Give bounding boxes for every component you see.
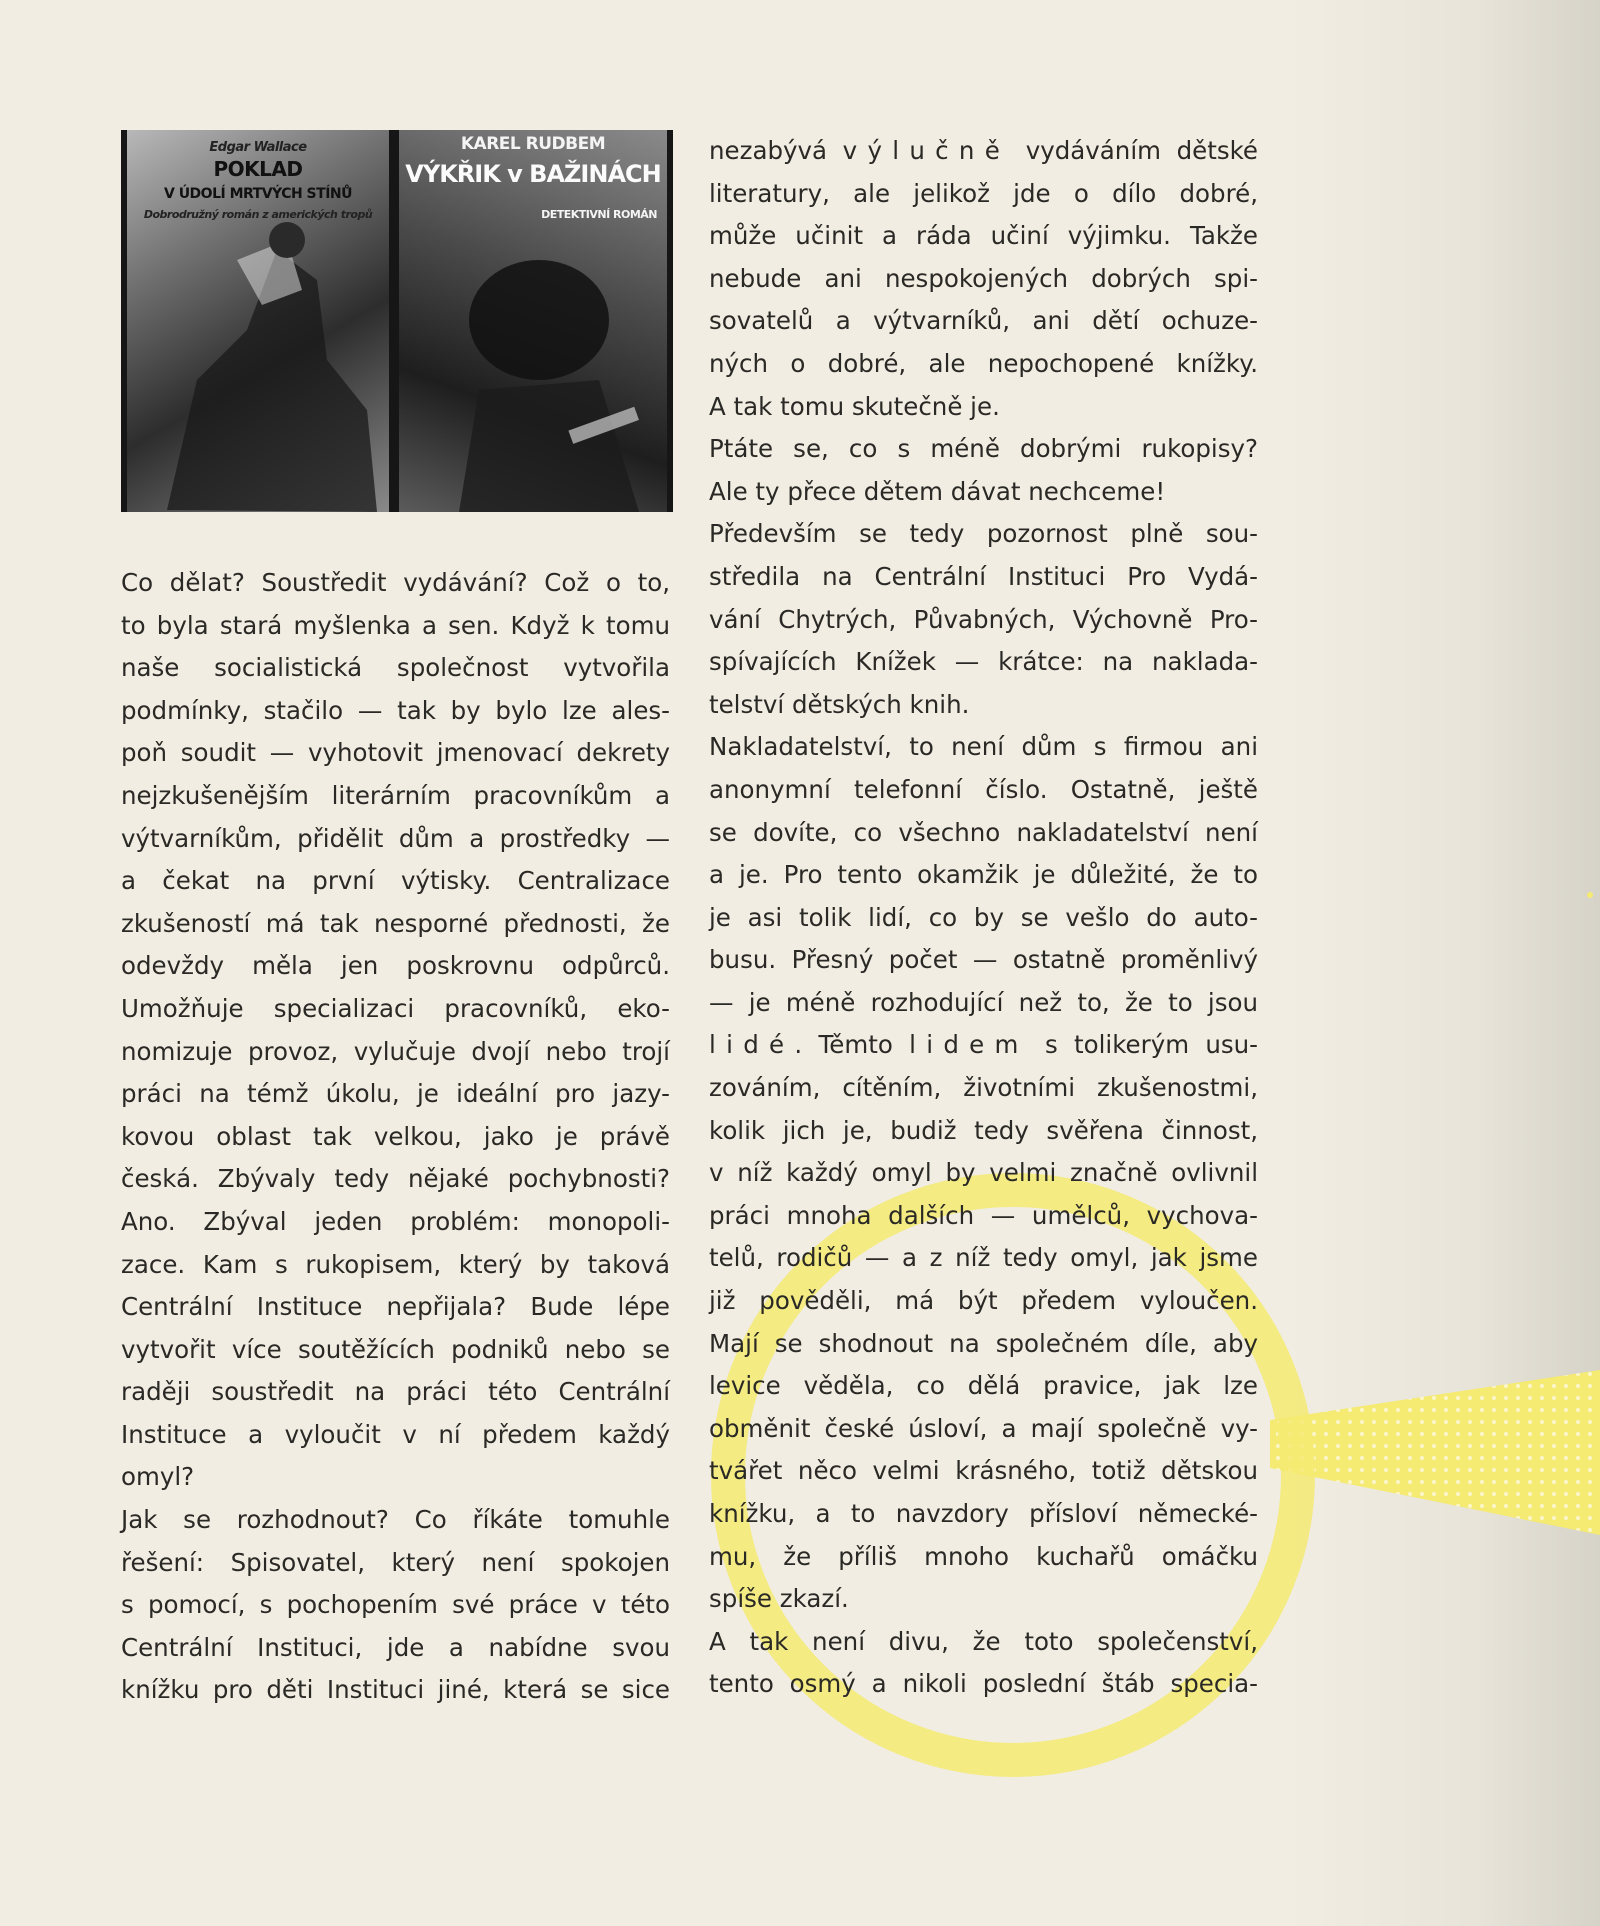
text-line: ných o dobré, ale nepochopené knížky. bbox=[709, 348, 1258, 378]
text-line: mu, že příliš mnoho kuchařů omáčku bbox=[709, 1541, 1258, 1571]
text-line: s pomocí, s pochopením své práce v této bbox=[121, 1590, 670, 1620]
text-line: v níž každý omyl by velmi značně ovlivnil bbox=[709, 1158, 1258, 1188]
text-line: vytvořit více soutěžících podniků nebo se bbox=[121, 1334, 670, 1364]
text-line: obměnit české úsloví, a mají společně vy- bbox=[709, 1413, 1258, 1443]
left-cover-title-line1: POKLAD bbox=[213, 157, 303, 181]
text-line: sovatelů a výtvarníků, ani dětí ochuze- bbox=[709, 306, 1258, 336]
text-line: řešení: Spisovatel, který není spokojen bbox=[121, 1547, 670, 1577]
text-line: knížku pro děti Instituci jiné, která se sice bbox=[121, 1675, 670, 1705]
text-fragment: s tolikerým usu- bbox=[1044, 1030, 1259, 1060]
text-line: Nakladatelství, to není dům s firmou ani bbox=[709, 732, 1258, 762]
text-line: práci mnoha dalších — umělců, vychova- bbox=[709, 1200, 1258, 1230]
text-line: zace. Kam s rukopisem, který by taková bbox=[121, 1249, 670, 1279]
text-line: anonymní telefonní číslo. Ostatně, ještě bbox=[709, 774, 1258, 804]
text-line: to byla stará myšlenka a sen. Když k tomu bbox=[121, 610, 670, 640]
text-line: podmínky, stačilo — tak by bylo lze ales- bbox=[121, 695, 670, 725]
left-cover-title-line2: V ÚDOLÍ MRTVÝCH STÍNŮ bbox=[163, 186, 352, 202]
text-line: naše socialistická společnost vytvořila bbox=[121, 653, 670, 683]
text-line: literatury, ale jelikož jde o dílo dobré, bbox=[709, 178, 1258, 208]
text-line: výtvarníkům, přidělit dům a prostředky — bbox=[121, 823, 670, 853]
book-covers-photo bbox=[121, 130, 673, 512]
text-line: spíše zkazí. bbox=[709, 1584, 849, 1614]
right-cover-subtitle: DETEKTIVNÍ ROMÁN bbox=[541, 208, 657, 221]
text-line: zováním, cítěním, životními zkušenostmi, bbox=[709, 1073, 1258, 1103]
text-line: levice věděla, co dělá pravice, jak lze bbox=[709, 1371, 1258, 1401]
left-cover-author: Edgar Wallace bbox=[209, 140, 307, 155]
text-line: — je méně rozhodující než to, že to jsou bbox=[709, 987, 1258, 1017]
text-line: nebude ani nespokojených dobrých spi- bbox=[709, 263, 1258, 293]
text-line: Ale ty přece dětem dávat nechceme! bbox=[709, 476, 1166, 506]
yellow-dotted-beam bbox=[1270, 1370, 1600, 1535]
text-line: omyl? bbox=[121, 1462, 195, 1492]
text-line: Jak se rozhodnout? Co říkáte tomuhle bbox=[121, 1505, 670, 1535]
text-line bbox=[709, 130, 1258, 173]
text-line: Ptáte se, co s méně dobrými rukopisy? bbox=[709, 434, 1258, 464]
text-line: Především se tedy pozornost plně sou- bbox=[709, 519, 1258, 549]
spaced-emphasis: lidem bbox=[909, 1030, 1029, 1060]
text-line: spívajících Knížek — krátce: na naklada- bbox=[709, 647, 1258, 677]
right-cover-title: VÝKŘIK v BAŽINÁCH bbox=[405, 160, 661, 188]
left-cover-subtitle: Dobrodružný román z amerických tropů bbox=[143, 208, 373, 221]
spaced-emphasis: výlučně bbox=[842, 136, 1011, 165]
text-line: Co dělat? Soustředit vydávání? Což o to, bbox=[121, 568, 670, 597]
right-text-column bbox=[709, 130, 1258, 1706]
text-line: již pověděli, má být předem vyloučen. bbox=[709, 1286, 1258, 1316]
text-line: tvářet něco velmi krásného, totiž dětskou bbox=[709, 1456, 1258, 1486]
text-line: telství dětských knih. bbox=[709, 689, 970, 719]
text-line: Instituce a vyloučit v ní předem každý bbox=[121, 1419, 670, 1449]
text-fragment: . Těmto bbox=[794, 1030, 893, 1060]
cover-vykrik bbox=[399, 130, 667, 512]
text-fragment: nezabývá bbox=[709, 136, 828, 165]
text-line: kovou oblast tak velkou, jako je právě bbox=[121, 1121, 670, 1151]
text-fragment: vydáváním dětské bbox=[1025, 136, 1259, 165]
text-line: může učinit a ráda učiní výjimku. Takže bbox=[709, 221, 1258, 251]
left-cover-title bbox=[127, 158, 389, 205]
text-line: kolik jich je, budiž tedy svěřena činnost, bbox=[709, 1115, 1258, 1145]
spaced-emphasis: lidé bbox=[709, 1030, 795, 1060]
yellow-dot bbox=[1587, 892, 1593, 898]
text-line: Centrální Instituci, jde a nabídne svou bbox=[121, 1632, 670, 1662]
text-line: vání Chytrých, Půvabných, Výchovně Pro- bbox=[709, 604, 1258, 634]
text-line: Centrální Instituce nepřijala? Bude lépe bbox=[121, 1292, 670, 1322]
text-line: Mají se shodnout na společném díle, aby bbox=[709, 1328, 1258, 1358]
text-line: středila na Centrální Instituci Pro Vydá- bbox=[709, 561, 1258, 591]
left-text-column bbox=[121, 562, 670, 1712]
text-line: poň soudit — vyhotovit jmenovací dekrety bbox=[121, 738, 670, 768]
text-line: práci na témž úkolu, je ideální pro jazy- bbox=[121, 1079, 670, 1109]
text-line: knížku, a to navzdory přísloví německé- bbox=[709, 1499, 1258, 1528]
text-line: je asi tolik lidí, co by se vešlo do auto- bbox=[709, 902, 1258, 932]
text-line: česká. Zbývaly tedy nějaké pochybnosti? bbox=[121, 1164, 670, 1194]
text-line: se dovíte, co všechno nakladatelství není bbox=[709, 817, 1258, 847]
text-line: a čekat na první výtisky. Centralizace bbox=[121, 866, 670, 896]
text-line: busu. Přesný počet — ostatně proměnlivý bbox=[709, 945, 1258, 975]
text-line: A tak není divu, že toto společenství, bbox=[709, 1626, 1258, 1656]
cover-poklad bbox=[127, 130, 389, 512]
right-cover-author: KAREL RUDBEM bbox=[460, 134, 606, 154]
text-line bbox=[709, 1024, 1258, 1067]
text-line: raději soustředit na práci této Centrální bbox=[121, 1377, 670, 1407]
text-line: a je. Pro tento okamžik je důležité, že to bbox=[709, 860, 1258, 890]
text-line: nejzkušenějším literárním pracovníkům a bbox=[121, 780, 670, 810]
text-line: Umožňuje specializaci pracovníků, eko- bbox=[121, 993, 670, 1023]
text-line: odevždy měla jen poskrovnu odpůrců. bbox=[121, 951, 670, 981]
text-line: telů, rodičů — a z níž tedy omyl, jak jsme bbox=[709, 1243, 1258, 1273]
text-line: tento osmý a nikoli poslední štáb specia- bbox=[709, 1669, 1258, 1699]
text-line: A tak tomu skutečně je. bbox=[709, 391, 1000, 421]
text-line: Ano. Zbýval jeden problém: monopoli- bbox=[121, 1206, 670, 1236]
text-line: zkušeností má tak nesporné přednosti, že bbox=[121, 908, 670, 938]
text-line: nomizuje provoz, vylučuje dvojí nebo trojí bbox=[121, 1036, 670, 1066]
